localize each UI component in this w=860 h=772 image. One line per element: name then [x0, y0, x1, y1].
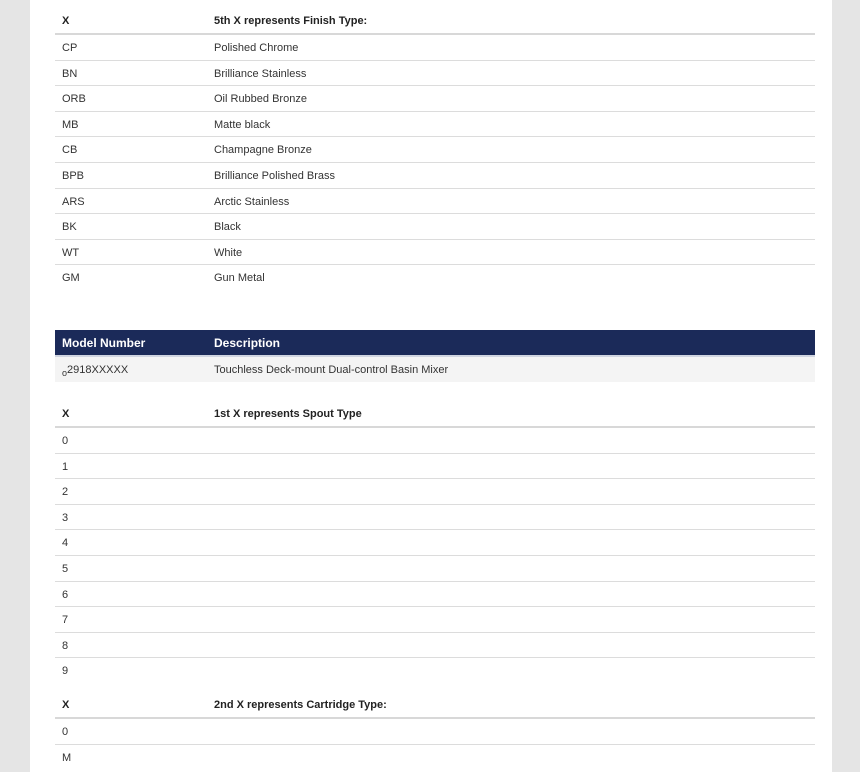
table-row — [55, 265, 815, 290]
table-row — [55, 607, 815, 633]
row-code: 7 — [62, 614, 69, 627]
row-description: Champagne Bronze — [214, 144, 312, 157]
table-row — [55, 745, 815, 770]
table-row — [55, 137, 815, 163]
row-code: BN — [62, 67, 78, 80]
table-row — [55, 35, 815, 61]
cartridge-table-header — [55, 685, 815, 719]
model-number — [62, 364, 128, 376]
row-code: MB — [62, 118, 79, 131]
row-code: 3 — [62, 511, 69, 524]
table-row — [55, 214, 815, 240]
cartridge-type-table — [55, 685, 815, 769]
row-code: 0 — [62, 435, 69, 447]
model-number-value: 2918XXXXX — [67, 364, 129, 376]
row-code: WT — [62, 246, 80, 259]
row-description: White — [214, 246, 243, 259]
row-description: Arctic Stainless — [214, 195, 290, 208]
spout-header-desc: 1st X represents Spout Type — [214, 408, 362, 420]
finish-header-desc: 5th X represents Finish Type: — [214, 15, 368, 27]
row-code: GM — [62, 272, 80, 285]
model-prefix: o — [62, 368, 68, 378]
table-row — [55, 556, 815, 582]
cartridge-rows — [55, 719, 815, 769]
row-code: 4 — [62, 537, 69, 550]
row-description: Brilliance Stainless — [214, 67, 307, 80]
row-description: Matte black — [214, 118, 271, 131]
table-row — [55, 530, 815, 556]
description-header-label: Description — [214, 336, 281, 350]
row-code: BPB — [62, 169, 85, 182]
table-row — [55, 658, 815, 683]
model-row — [55, 357, 815, 382]
table-row — [55, 61, 815, 87]
row-code: 0 — [62, 726, 69, 738]
finish-table-header — [55, 1, 815, 35]
table-row — [55, 112, 815, 138]
table-row — [55, 428, 815, 454]
row-code: CP — [62, 42, 78, 54]
finish-rows — [55, 35, 815, 290]
row-description: Oil Rubbed Bronze — [214, 93, 307, 106]
table-row — [55, 479, 815, 505]
row-code: BK — [62, 221, 77, 234]
cartridge-header-code: X — [62, 699, 70, 711]
model-description: Touchless Deck-mount Dual-control Basin Mixer — [214, 364, 449, 376]
row-description: Black — [214, 221, 241, 234]
row-description: Polished Chrome — [214, 42, 299, 54]
page-content — [30, 0, 832, 772]
row-code: CB — [62, 144, 78, 157]
model-table — [55, 330, 815, 382]
row-code: 2 — [62, 486, 69, 499]
row-code: ARS — [62, 195, 85, 208]
row-code: ORB — [62, 93, 86, 106]
row-description: Brilliance Polished Brass — [214, 169, 336, 182]
table-row — [55, 189, 815, 215]
table-row — [55, 163, 815, 189]
table-row — [55, 86, 815, 112]
table-row — [55, 454, 815, 480]
row-code: 8 — [62, 639, 69, 652]
spout-header-code: X — [62, 408, 70, 420]
spout-table-header — [55, 394, 815, 428]
model-header-label: Model Number — [62, 336, 146, 350]
table-row — [55, 505, 815, 531]
row-code: M — [62, 751, 72, 764]
row-code: 1 — [62, 460, 69, 473]
row-code: 6 — [62, 588, 69, 601]
row-code: 5 — [62, 562, 69, 575]
spout-type-table — [55, 394, 815, 683]
finish-type-table — [55, 1, 815, 290]
spout-rows — [55, 428, 815, 683]
table-row — [55, 582, 815, 608]
table-row — [55, 719, 815, 745]
table-row — [55, 633, 815, 659]
cartridge-header-desc: 2nd X represents Cartridge Type: — [214, 699, 387, 711]
finish-header-code: X — [62, 15, 70, 27]
model-table-header — [55, 330, 815, 357]
row-description: Gun Metal — [214, 272, 265, 285]
table-row — [55, 240, 815, 266]
row-code: 9 — [62, 665, 69, 678]
